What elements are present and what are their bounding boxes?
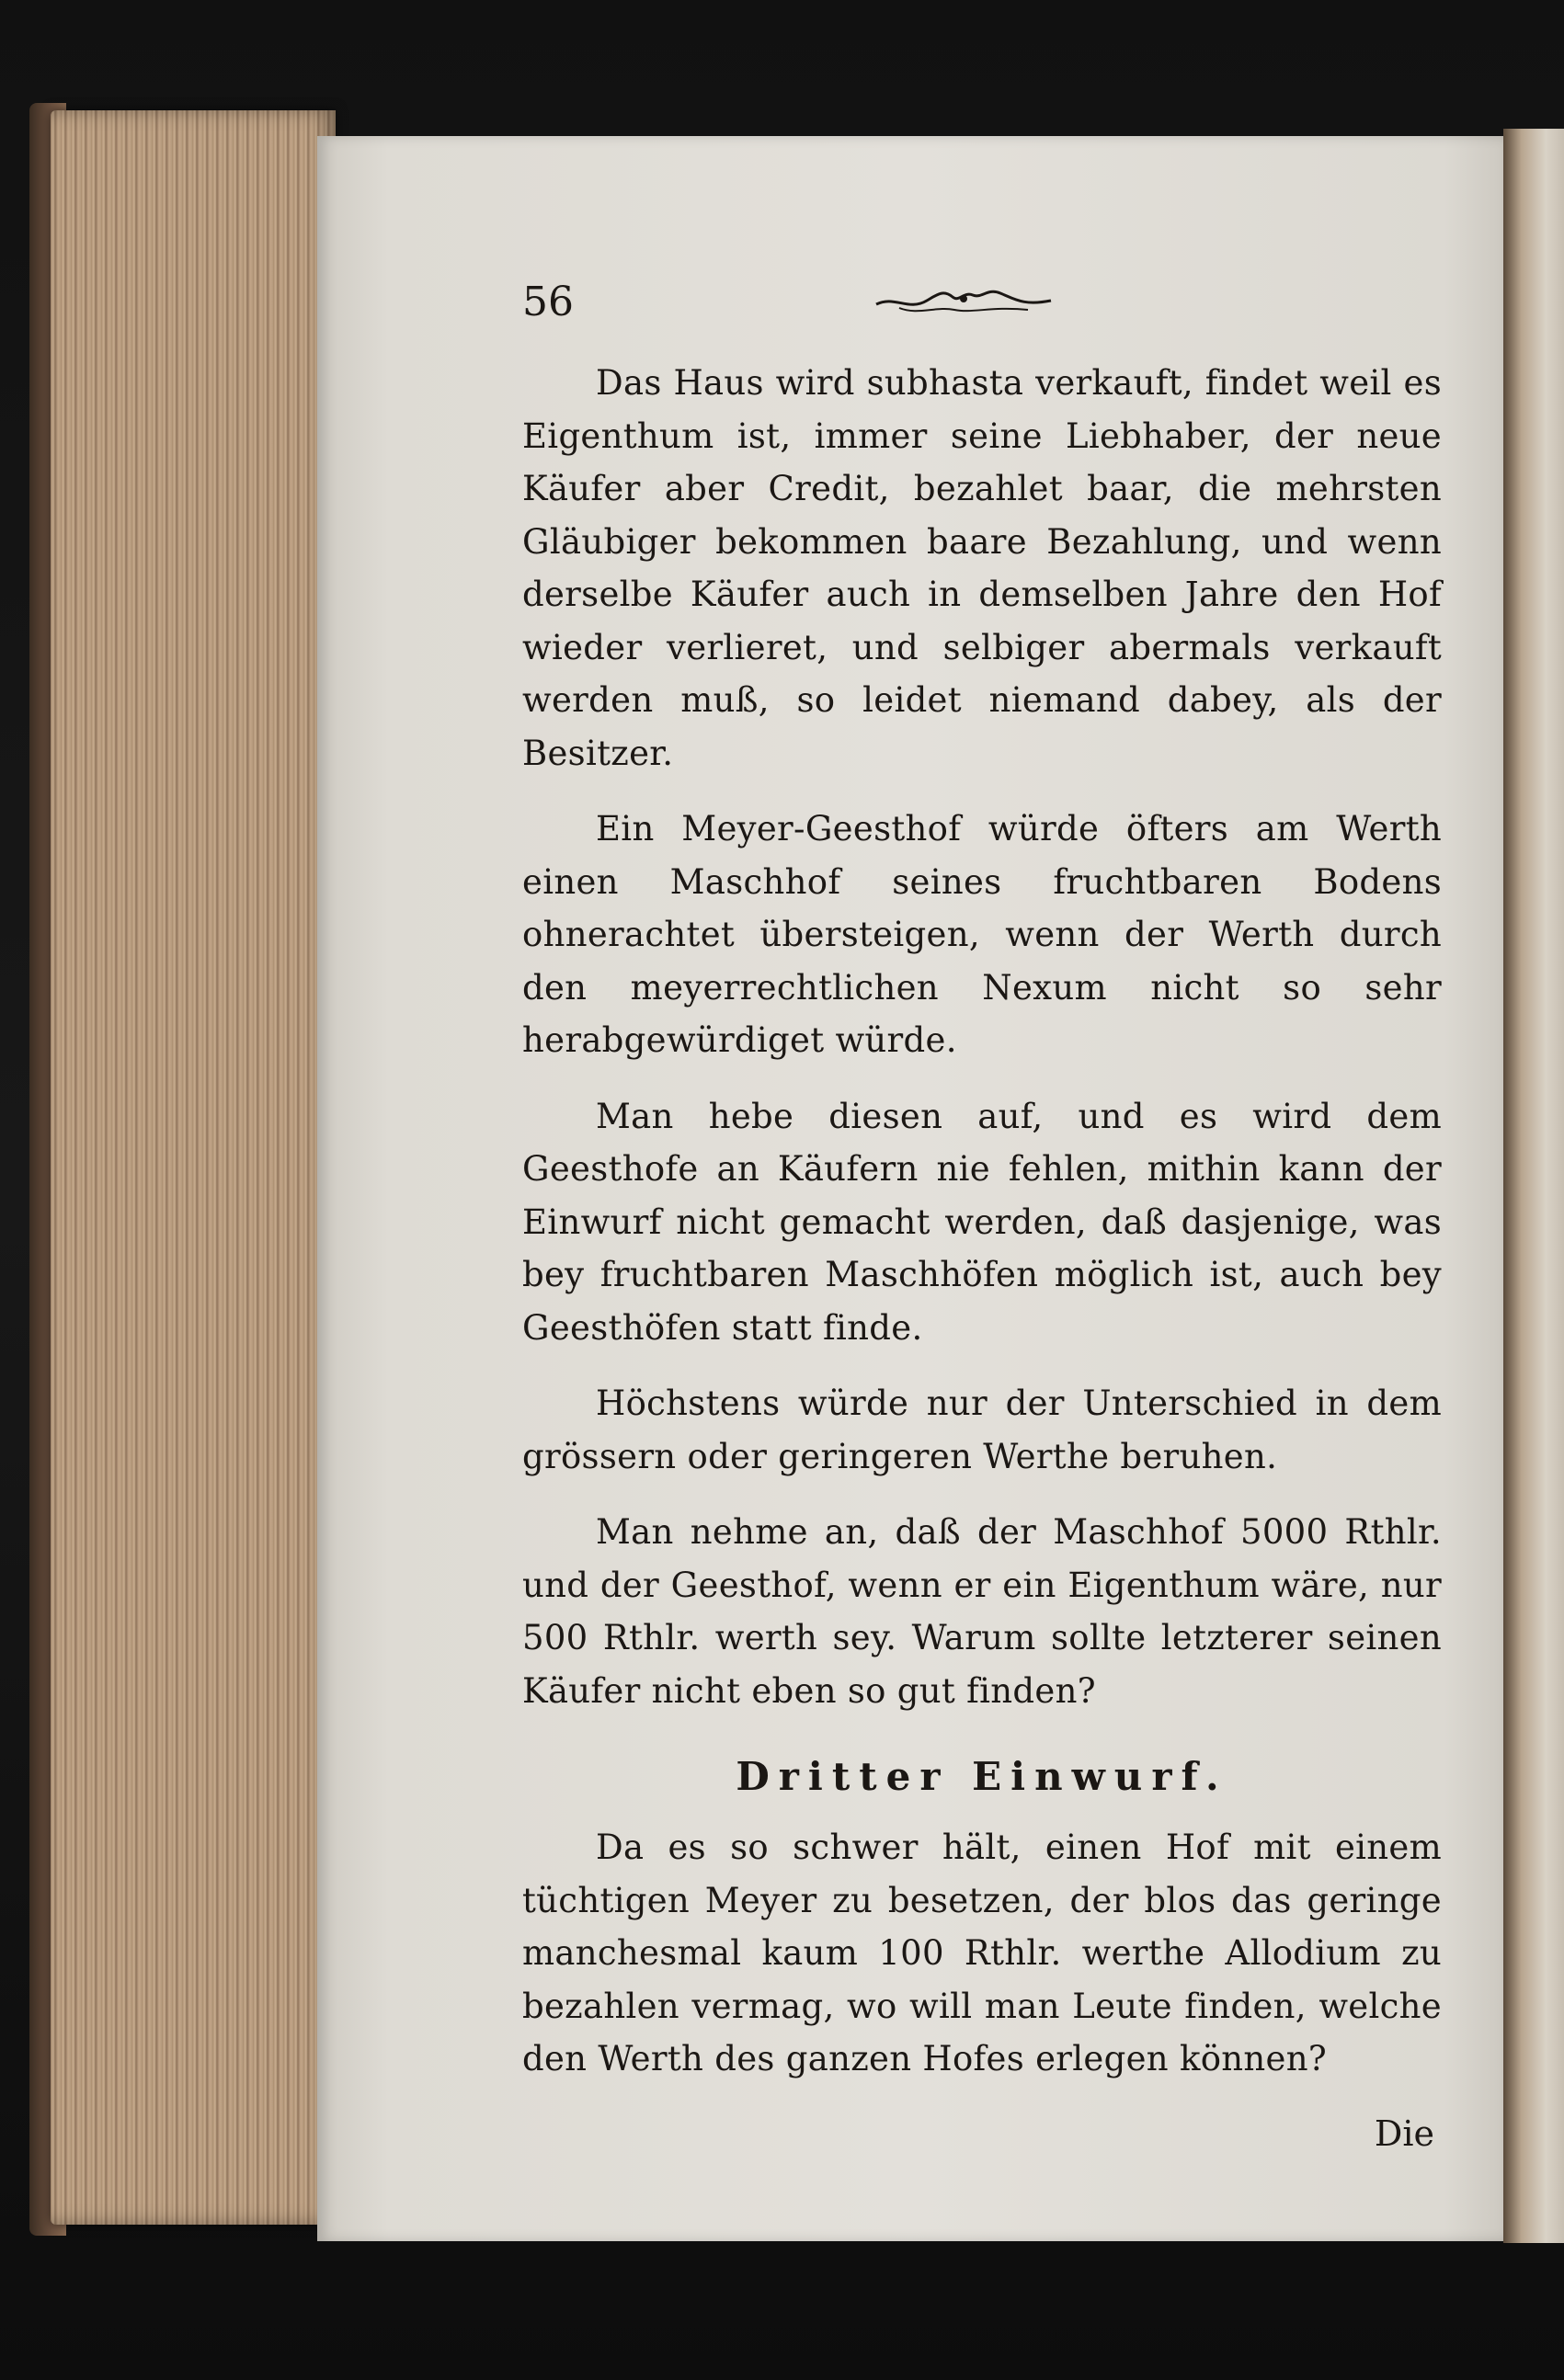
paragraph-6: Da es so schwer hält, einen Hof mit einem tüchtigen Meyer zu besetzen, der blos das geringe manchesmal kaum 100 Rthlr. werthe Allodium zu bezahlen vermag, wo will man Leute finden, welche den Werth des ganzen Hofes erlegen können? [522, 1828, 1442, 2078]
paragraph-1: Das Haus wird subhasta verkauft, findet weil es Eigenthum ist, immer seine Liebhaber, der neue Käufer aber Credit, bezahlet baar, die mehrsten Gläubiger bekommen baare Bezahlung, und wenn derselbe Käufer auch in demselben Jahre den Hof wieder verlieret, und selbiger abermals verkauft werden muß, so leidet niemand dabey, als der Besitzer. [522, 363, 1442, 773]
page-stack-edges [51, 110, 336, 2225]
paragraph-3: Man hebe diesen auf, und es wird dem Geesthofe an Käufern nie fehlen, mithin kann der Einwurf nicht gemacht werden, daß dasjenige, was bey fruchtbaren Maschhöfen möglich ist, auch bey Geesthöfen statt finde. [522, 1096, 1442, 1348]
paragraph-2: Ein Meyer-Geesthof würde öfters am Werth einen Maschhof seines fruchtbaren Bodens ohnerachtet übersteigen, wenn der Werth durch den meyerrechtlichen Nexum nicht so sehr herabgewürdiget würde. [522, 809, 1442, 1060]
page-text-block [522, 265, 1442, 2154]
catchword: Die [1374, 2112, 1434, 2154]
header-ornament-icon [872, 279, 1056, 325]
paragraph-5: Man nehme an, daß der Maschhof 5000 Rthlr. und der Geesthof, wenn er ein Eigenthum wäre, nur 500 Rthlr. werth sey. Warum sollte letzterer seinen Käufer nicht eben so gut finden? [522, 1512, 1442, 1711]
book-page [317, 136, 1503, 2241]
paragraph-4: Höchstens würde nur der Unterschied in dem grössern oder geringeren Werthe beruhen. [522, 1384, 1442, 1476]
facing-page-edge [1503, 129, 1564, 2243]
section-heading: Dritter Einwurf. [736, 1754, 1228, 1799]
page-header [522, 265, 1442, 338]
page-number: 56 [522, 278, 574, 325]
